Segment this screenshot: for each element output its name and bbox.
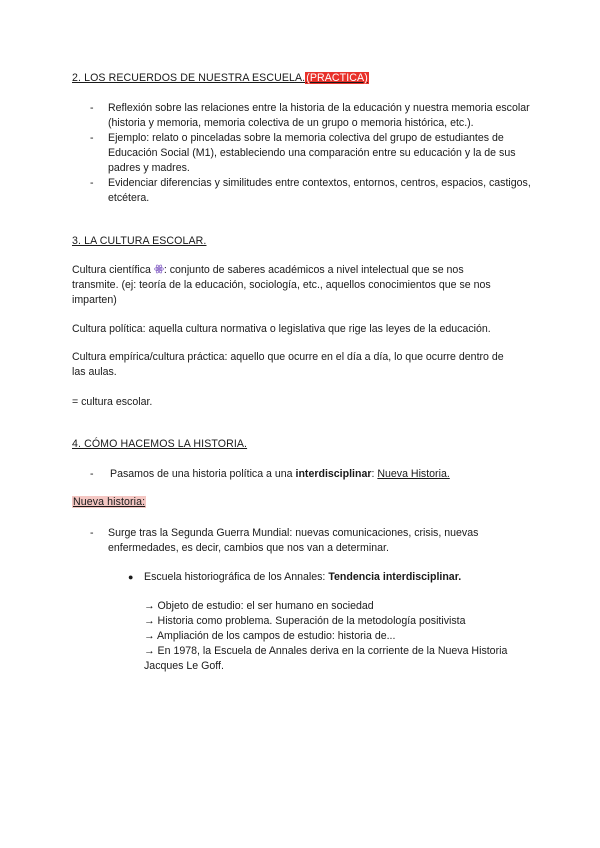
arrow-item: → Ampliación de los campos de estudio: historia de... (144, 630, 396, 642)
arrow-item: → Objeto de estudio: el ser humano en sociedad (144, 600, 374, 612)
atom-icon (154, 264, 164, 274)
cultura-cientifica-paragraph: Cultura científica : conjunto de saberes académicos a nivel intelectual que se nos transmite. (ej: teoría de la educación, sociología, etc., aquellos conocimientos que se nos imparten) (72, 264, 491, 306)
arrow-item: → Historia como problema. Superación de la metodología positivista (144, 615, 466, 627)
list-item: - Evidenciar diferencias y similitudes entre contextos, entornos, centros, espacios, castigos, etcétera. (90, 177, 531, 204)
cultura-escolar-paragraph: = cultura escolar. (72, 396, 153, 408)
annales-arrow-list (144, 599, 534, 674)
section-4-list (72, 467, 532, 482)
bullet-dot-icon: ● (128, 572, 134, 582)
list-item: - Pasamos de una historia política a una interdisciplinar: Nueva Historia. (90, 468, 450, 480)
practica-tag: (PRACTICA) (306, 72, 368, 84)
list-item: - Reflexión sobre las relaciones entre la historia de la educación y nuestra memoria escolar (historia y memoria, memoria colectiva de un grupo o memoria histórica, etc.). (90, 102, 530, 129)
section-2-list (72, 101, 532, 206)
arrow-item: → En 1978, la Escuela de Annales deriva en la corriente de la Nueva Historia Jacques Le Goff. (144, 645, 508, 672)
cultura-empirica-paragraph: Cultura empírica/cultura práctica: aquello que ocurre en el día a día, lo que ocurre dentro de las aulas. (72, 351, 504, 378)
nueva-historia-list (72, 526, 532, 556)
section-2-title: 2. LOS RECUERDOS DE NUESTRA ESCUELA. (72, 72, 306, 84)
nueva-historia-subheading: Nueva historia: (73, 496, 146, 508)
nueva-historia-link: Nueva Historia. (377, 468, 450, 480)
cultura-politica-paragraph: Cultura política: aquella cultura normativa o legislativa que rige las leyes de la educación. (72, 323, 491, 335)
list-item: - Surge tras la Segunda Guerra Mundial: nuevas comunicaciones, crisis, nuevas enfermedades, es decir, cambios que nos van a determinar. (90, 527, 479, 554)
section-2-heading (72, 72, 369, 84)
list-item: - Ejemplo: relato o pinceladas sobre la memoria colectiva del grupo de estudiantes de Educación Social (M1), estableciendo una comparación entre su educación y la de sus padres y madres. (90, 132, 516, 174)
section-4-heading: 4. CÓMO HACEMOS LA HISTORIA. (72, 438, 248, 450)
section-3-heading: 3. LA CULTURA ESCOLAR. (72, 235, 207, 247)
annales-bullet: ● Escuela historiográfica de los Annales: Tendencia interdisciplinar. (128, 571, 462, 583)
